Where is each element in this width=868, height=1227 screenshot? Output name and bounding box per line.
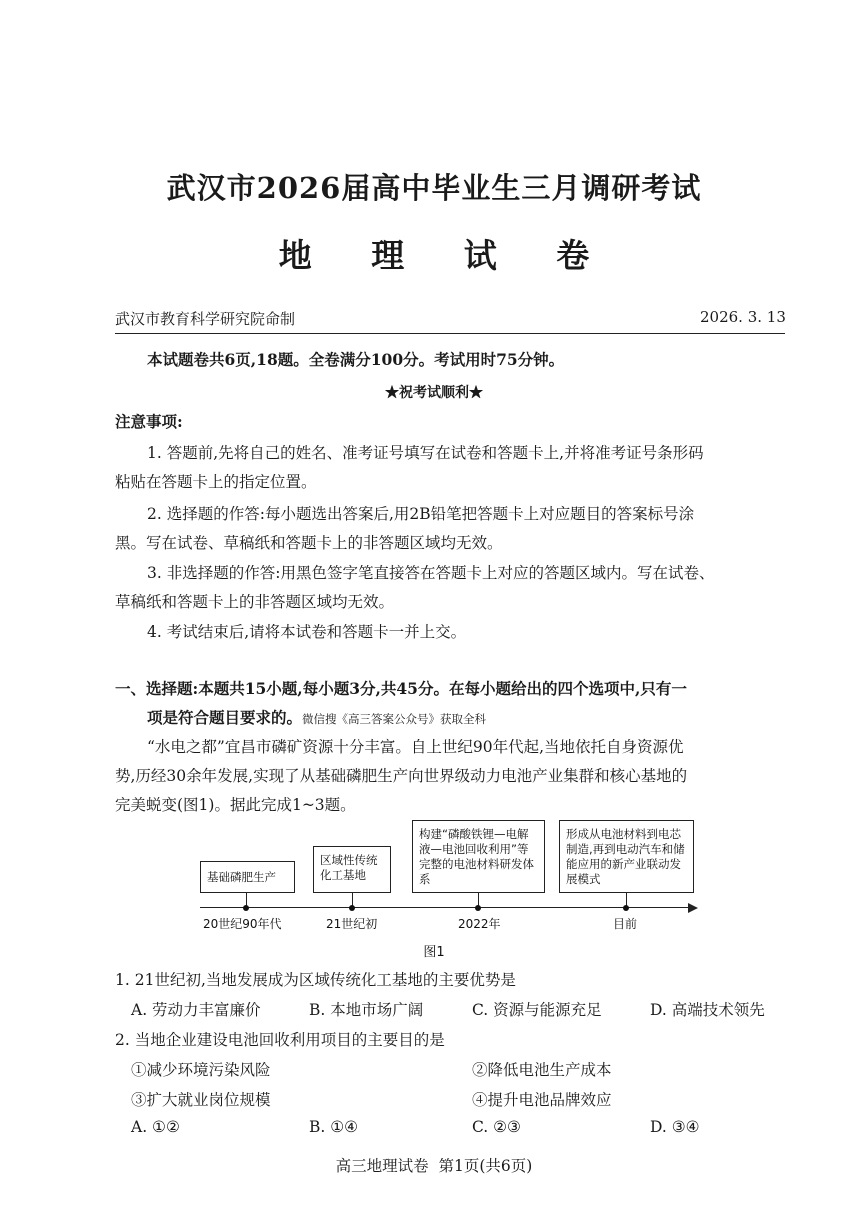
- note-item: 3. 非选择题的作答:用黑色签字笔直接答在答题卡上对应的答题区域内。写在试卷、 草稿纸和答题卡上的非答题区域均无效。: [115, 564, 715, 611]
- passage-line3: 完美蜕变(图1)。据此完成1~3题。: [115, 796, 356, 814]
- question-2-stem: 2. 当地企业建设电池回收利用项目的主要目的是: [115, 1031, 445, 1049]
- q2-item-2: ②降低电池生产成本: [472, 1061, 612, 1079]
- timeline-label-4: 目前: [613, 917, 638, 931]
- exam-date: 2026. 3. 13: [700, 308, 786, 326]
- timeline-label-1: 20世纪90年代: [203, 917, 282, 931]
- timeline-point-3: [475, 905, 481, 911]
- q1-option-b[interactable]: B. 本地市场广阔: [309, 1001, 424, 1019]
- stage-box-3: 构建“磷酸铁锂—电解液—电池回收利用”等完整的电池材料研发体系: [412, 820, 545, 893]
- passage-line1: “水电之都”宜昌市磷矿资源十分丰富。自上世纪90年代起,当地依托自身资源优: [147, 738, 684, 756]
- exam-summary: 本试题卷共6页,18题。全卷满分100分。考试用时75分钟。: [147, 350, 565, 369]
- section-heading-line1: 一、选择题:本题共15小题,每小题3分,共45分。在每小题给出的四个选项中,只有一: [115, 679, 687, 698]
- q2-option-d[interactable]: D. ③④: [650, 1118, 700, 1136]
- timeline-point-2: [349, 905, 355, 911]
- figure-caption: 图1: [423, 945, 445, 960]
- stage-box-1: 基础磷肥生产: [200, 861, 295, 893]
- notes-heading: 注意事项:: [115, 412, 183, 431]
- timeline-label-2: 21世纪初: [326, 917, 378, 931]
- header-divider: [115, 333, 785, 334]
- notes-list: [115, 439, 787, 647]
- passage-line2: 势,历经30余年发展,实现了从基础磷肥生产向世界级动力电池产业集群和核心基地的: [115, 767, 688, 785]
- exam-title: 武汉市2026届高中毕业生三月调研考试: [166, 171, 702, 205]
- q2-option-b[interactable]: B. ①④: [309, 1118, 359, 1136]
- exam-subject-title: 地 理 试 卷: [278, 236, 614, 275]
- stage-box-4: 形成从电池材料到电芯制造,再到电动汽车和储能应用的新产业联动发展模式: [559, 820, 694, 893]
- q1-option-a[interactable]: A. 劳动力丰富廉价: [131, 1001, 261, 1019]
- stage-box-2: 区域性传统化工基地: [313, 846, 391, 893]
- q2-item-4: ④提升电池品牌效应: [472, 1091, 612, 1109]
- watermark-text: 微信搜《高三答案公众号》获取全科: [302, 712, 487, 726]
- note-item: 1. 答题前,先将自己的姓名、准考证号填写在试卷和答题卡上,并将准考证号条形码 粘贴在答题卡上的指定位置。: [115, 444, 704, 491]
- q1-option-c[interactable]: C. 资源与能源充足: [472, 1001, 602, 1019]
- timeline-arrow-icon: [688, 903, 698, 913]
- timeline-point-4: [623, 905, 629, 911]
- issuer: 武汉市教育科学研究院命制: [115, 310, 296, 328]
- section-heading-line2: 项是符合题目要求的。微信搜《高三答案公众号》获取全科: [147, 708, 487, 727]
- note-item: 2. 选择题的作答:每小题选出答案后,用2B铅笔把答题卡上对应题目的答案标号涂 黑。写在试卷、草稿纸和答题卡上的非答题区域均无效。: [115, 505, 695, 552]
- timeline-point-1: [243, 905, 249, 911]
- timeline-axis: [200, 907, 690, 908]
- question-1-stem: 1. 21世纪初,当地发展成为区域传统化工基地的主要优势是: [115, 971, 516, 989]
- q2-option-a[interactable]: A. ①②: [131, 1118, 180, 1136]
- note-item: 4. 考试结束后,请将本试卷和答题卡一并上交。: [147, 623, 467, 641]
- good-luck-wish: ★祝考试顺利★: [385, 385, 483, 401]
- timeline-label-3: 2022年: [458, 917, 501, 931]
- q2-item-1: ①减少环境污染风险: [131, 1061, 271, 1079]
- q1-option-d[interactable]: D. 高端技术领先: [650, 1001, 765, 1019]
- q2-option-c[interactable]: C. ②③: [472, 1118, 521, 1136]
- page-footer: 高三地理试卷 第1页(共6页): [335, 1157, 533, 1175]
- q2-item-3: ③扩大就业岗位规模: [131, 1091, 271, 1109]
